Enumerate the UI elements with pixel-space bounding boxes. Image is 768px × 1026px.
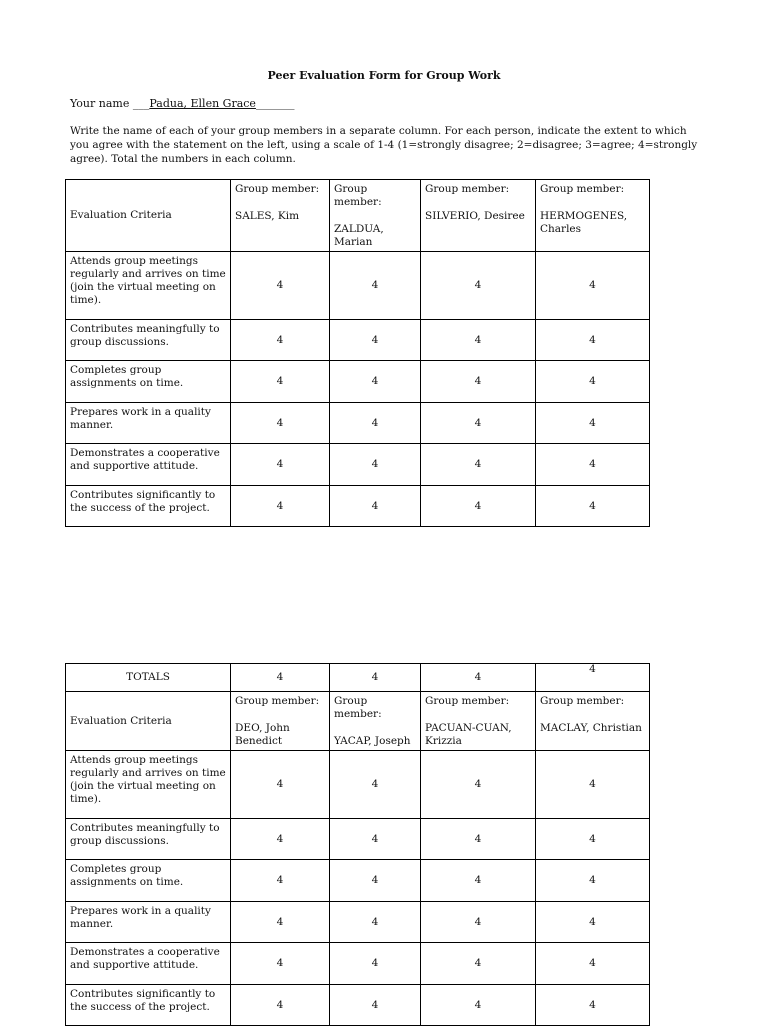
table-header-row [66,180,650,252]
score-cell: 4 [330,320,421,361]
score-cell: 4 [536,985,650,1026]
score-cell: 4 [231,403,330,444]
table-row [66,819,650,860]
member-name: DEO, John Benedict [235,722,290,747]
criterion-cell: Demonstrates a cooperative and supportive attitude. [66,444,231,486]
score-cell: 4 [231,252,330,320]
criterion-cell: Attends group meetings regularly and arrives on time (join the virtual meeting on time). [66,252,231,320]
score-cell: 4 [231,985,330,1026]
score-cell: 4 [330,860,421,902]
your-name-suffix: _______ [255,97,295,110]
score-cell: 4 [421,320,536,361]
your-name-line [70,97,294,110]
score-cell: 4 [421,403,536,444]
member-header [231,180,330,252]
score-cell: 4 [330,751,421,819]
member-name: SALES, Kim [235,210,300,222]
score-cell: 4 [536,819,650,860]
member-header [536,692,650,751]
criterion-cell: Prepares work in a quality manner. [66,902,231,943]
table-row [66,902,650,943]
score-cell: 4 [330,486,421,527]
criterion-cell: Attends group meetings regularly and arrives on time (join the virtual meeting on time). [66,751,231,819]
member-label: Group member: [334,183,382,208]
member-label: Group member: [540,695,625,707]
score-cell: 4 [421,943,536,985]
score-cell: 4 [536,943,650,985]
score-cell: 4 [330,252,421,320]
table-row [66,943,650,985]
table-row [66,252,650,320]
member-name: MACLAY, Christian [540,722,642,734]
table-row [66,361,650,403]
member-label: Group member: [235,183,320,195]
score-cell: 4 [536,902,650,943]
total-cell: 4 [536,664,650,692]
criterion-cell: Demonstrates a cooperative and supportive attitude. [66,943,231,985]
score-cell: 4 [536,444,650,486]
member-name: SILVERIO, Desiree [425,210,525,222]
score-cell: 4 [330,985,421,1026]
score-cell: 4 [421,252,536,320]
criteria-header: Evaluation Criteria [66,180,231,252]
table-row [66,751,650,819]
table-row [66,985,650,1026]
score-cell: 4 [536,252,650,320]
criterion-cell: Contributes meaningfully to group discussions. [66,819,231,860]
score-cell: 4 [536,320,650,361]
score-cell: 4 [231,361,330,403]
criterion-cell: Completes group assignments on time. [66,860,231,902]
score-cell: 4 [536,486,650,527]
criterion-cell: Contributes meaningfully to group discussions. [66,320,231,361]
score-cell: 4 [330,943,421,985]
form-title: Peer Evaluation Form for Group Work [267,69,501,82]
score-cell: 4 [231,943,330,985]
score-cell: 4 [231,860,330,902]
criterion-cell: Prepares work in a quality manner. [66,403,231,444]
table-row [66,320,650,361]
criterion-cell: Contributes significantly to the success of the project. [66,486,231,527]
score-cell: 4 [421,819,536,860]
member-label: Group member: [334,695,382,720]
total-cell: 4 [330,664,421,692]
score-cell: 4 [536,361,650,403]
score-cell: 4 [231,902,330,943]
your-name-label: Your name [70,97,130,110]
score-cell: 4 [421,444,536,486]
score-cell: 4 [421,361,536,403]
criterion-cell: Completes group assignments on time. [66,361,231,403]
member-header [330,180,421,252]
table-row [66,486,650,527]
score-cell: 4 [421,902,536,943]
score-cell: 4 [231,486,330,527]
evaluation-table-1 [65,179,650,527]
score-cell: 4 [231,444,330,486]
score-cell: 4 [421,751,536,819]
member-name: PACUAN-CUAN, Krizzia [425,722,512,747]
criteria-header: Evaluation Criteria [66,692,231,751]
criterion-cell: Contributes significantly to the success of the project. [66,985,231,1026]
score-cell: 4 [536,860,650,902]
score-cell: 4 [231,819,330,860]
member-label: Group member: [540,183,625,195]
total-cell: 4 [421,664,536,692]
member-label: Group member: [425,695,510,707]
score-cell: 4 [536,751,650,819]
member-header [421,180,536,252]
member-name: ZALDUA, Marian [334,223,384,248]
member-name: HERMOGENES, Charles [540,210,628,235]
member-label: Group member: [235,695,320,707]
score-cell: 4 [231,320,330,361]
table-row [66,444,650,486]
total-cell: 4 [231,664,330,692]
score-cell: 4 [330,819,421,860]
score-cell: 4 [330,444,421,486]
member-header [421,692,536,751]
score-cell: 4 [421,985,536,1026]
your-name-prefix: ___ [132,97,150,110]
score-cell: 4 [536,403,650,444]
instructions: Write the name of each of your group members in a separate column. For each person, indicate the extent to which you agree with the statement on the left, using a scale of 1-4 (1=strongly disagree; 2=disagree; 3=agree; 4=strongly agree). Total the numbers in each column. [70,125,698,165]
score-cell: 4 [421,486,536,527]
evaluation-table-2 [65,663,650,1026]
member-header [536,180,650,252]
member-label: Group member: [425,183,510,195]
table-row [66,860,650,902]
score-cell: 4 [330,403,421,444]
score-cell: 4 [421,860,536,902]
your-name-value: Padua, Ellen Grace [149,97,256,110]
member-name: YACAP, Joseph [334,735,411,747]
totals-label: TOTALS [66,664,231,692]
member-header [330,692,421,751]
score-cell: 4 [231,751,330,819]
table-header-row [66,692,650,751]
score-cell: 4 [330,902,421,943]
totals-row [66,664,650,692]
member-header [231,692,330,751]
table-row [66,403,650,444]
score-cell: 4 [330,361,421,403]
